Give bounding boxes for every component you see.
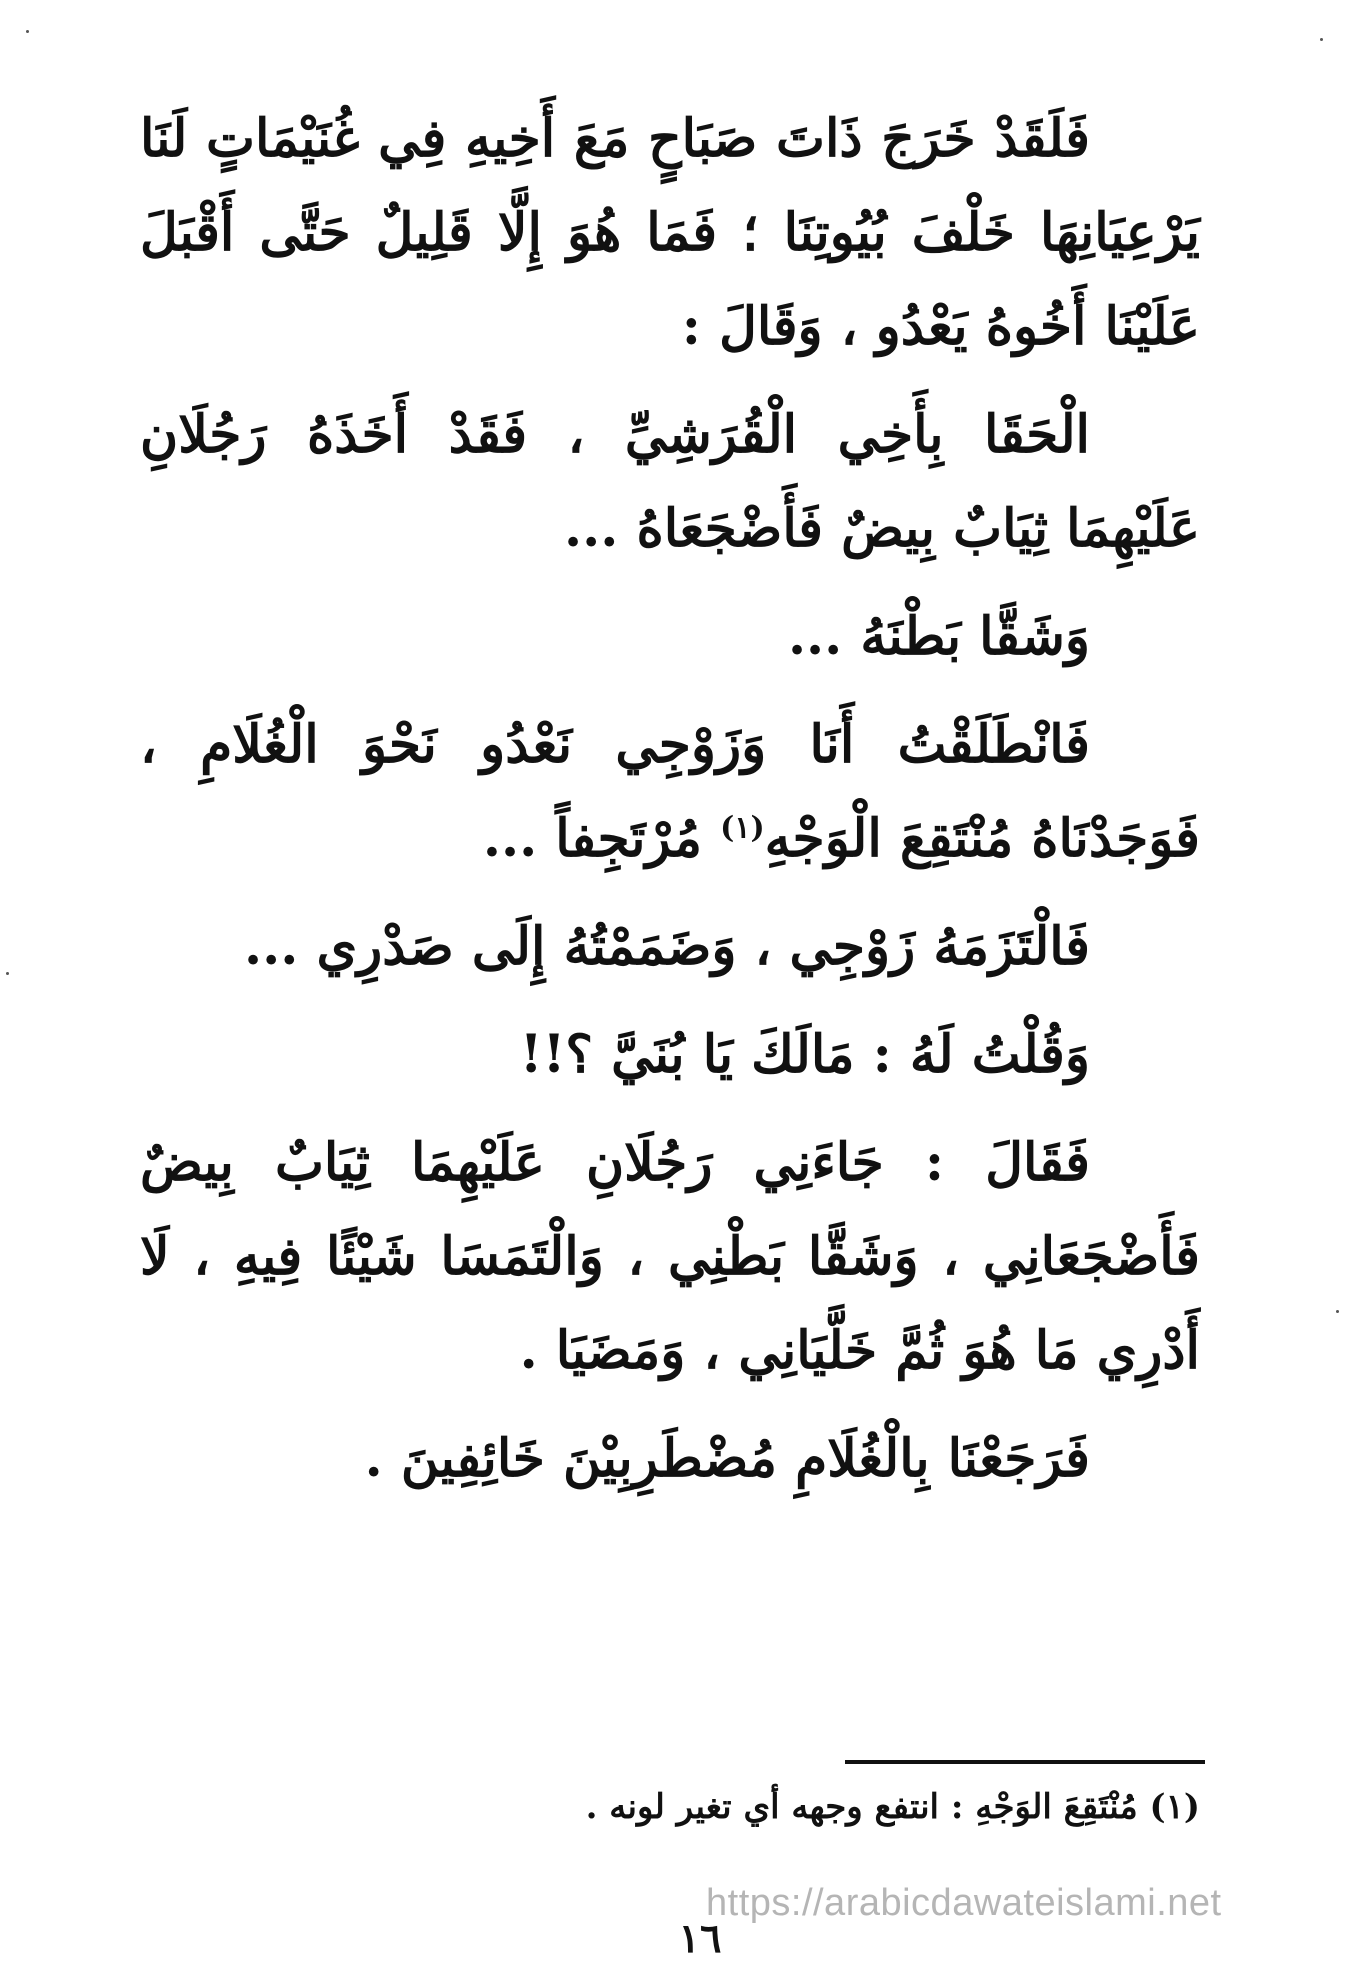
paragraph: فَالْتَزَمَهُ زَوْجِي ، وَضَمَمْتُهُ إِلَى صَدْرِي ... (244, 916, 1090, 977)
footnote: (١) مُنْتَقِعَ الوَجْهِ : انتفع وجهه أي تغير لونه . (585, 1787, 1200, 1827)
scan-speck (26, 30, 29, 33)
paragraph: فَقَالَ : جَاءَنِي رَجُلَانِ عَلَيْهِمَا ثِيَابٌ بِيضٌ فَأَضْجَعَانِي ، وَشَقَّا بَطْنِي ، وَالْتَمَسَا شَيْئًا فِيهِ ، لَا أَدْرِي مَا هُوَ ثُمَّ خَلَّيَانِي ، وَمَضَيَا . (140, 1132, 1200, 1381)
paragraph: وَشَقَّا بَطْنَهُ ... (787, 606, 1090, 667)
scan-speck (6, 972, 9, 975)
scan-speck (1320, 38, 1323, 41)
page-number: ١٦ (678, 1915, 722, 1962)
paragraph-text: فَانْطَلَقْتُ أَنَا وَزَوْجِي نَعْدُو نَحْوَ الْغُلَامِ ، فَوَجَدْنَاهُ مُنْتَقِعَ الْوَجْهِ (140, 714, 1200, 869)
paragraph: وَقُلْتُ لَهُ : مَالَكَ يَا بُنَيَّ ؟!! (519, 1024, 1090, 1085)
footnote-reference[interactable]: (١) (720, 810, 765, 846)
paragraph: فَرَجَعْنَا بِالْغُلَامِ مُضْطَرِبِيْنَ خَائِفِينَ . (364, 1428, 1090, 1489)
paragraph: الْحَقَا بِأَخِي الْقُرَشِيِّ ، فَقَدْ أَخَذَهُ رَجُلَانِ عَلَيْهِمَا ثِيَابٌ بِيضٌ فَأَضْجَعَاهُ ... (140, 404, 1200, 559)
paragraph-text-tail: مُرْتَجِفاً ... (482, 808, 703, 869)
footnote-divider (845, 1760, 1205, 1764)
paragraph (140, 698, 1200, 886)
paragraph: فَلَقَدْ خَرَجَ ذَاتَ صَبَاحٍ مَعَ أَخِيهِ فِي غُنَيْمَاتٍ لَنَا يَرْعِيَانِهَا خَلْفَ بُيُوتِنَا ؛ فَمَا هُوَ إِلَّا قَلِيلٌ حَتَّى أَقْبَلَ عَلَيْنَا أَخُوهُ يَعْدُو ، وَقَالَ : (140, 108, 1200, 357)
scan-speck (1336, 1310, 1339, 1313)
watermark: https://arabicdawateislami.net (706, 1882, 1222, 1924)
body-text (140, 92, 1200, 1506)
